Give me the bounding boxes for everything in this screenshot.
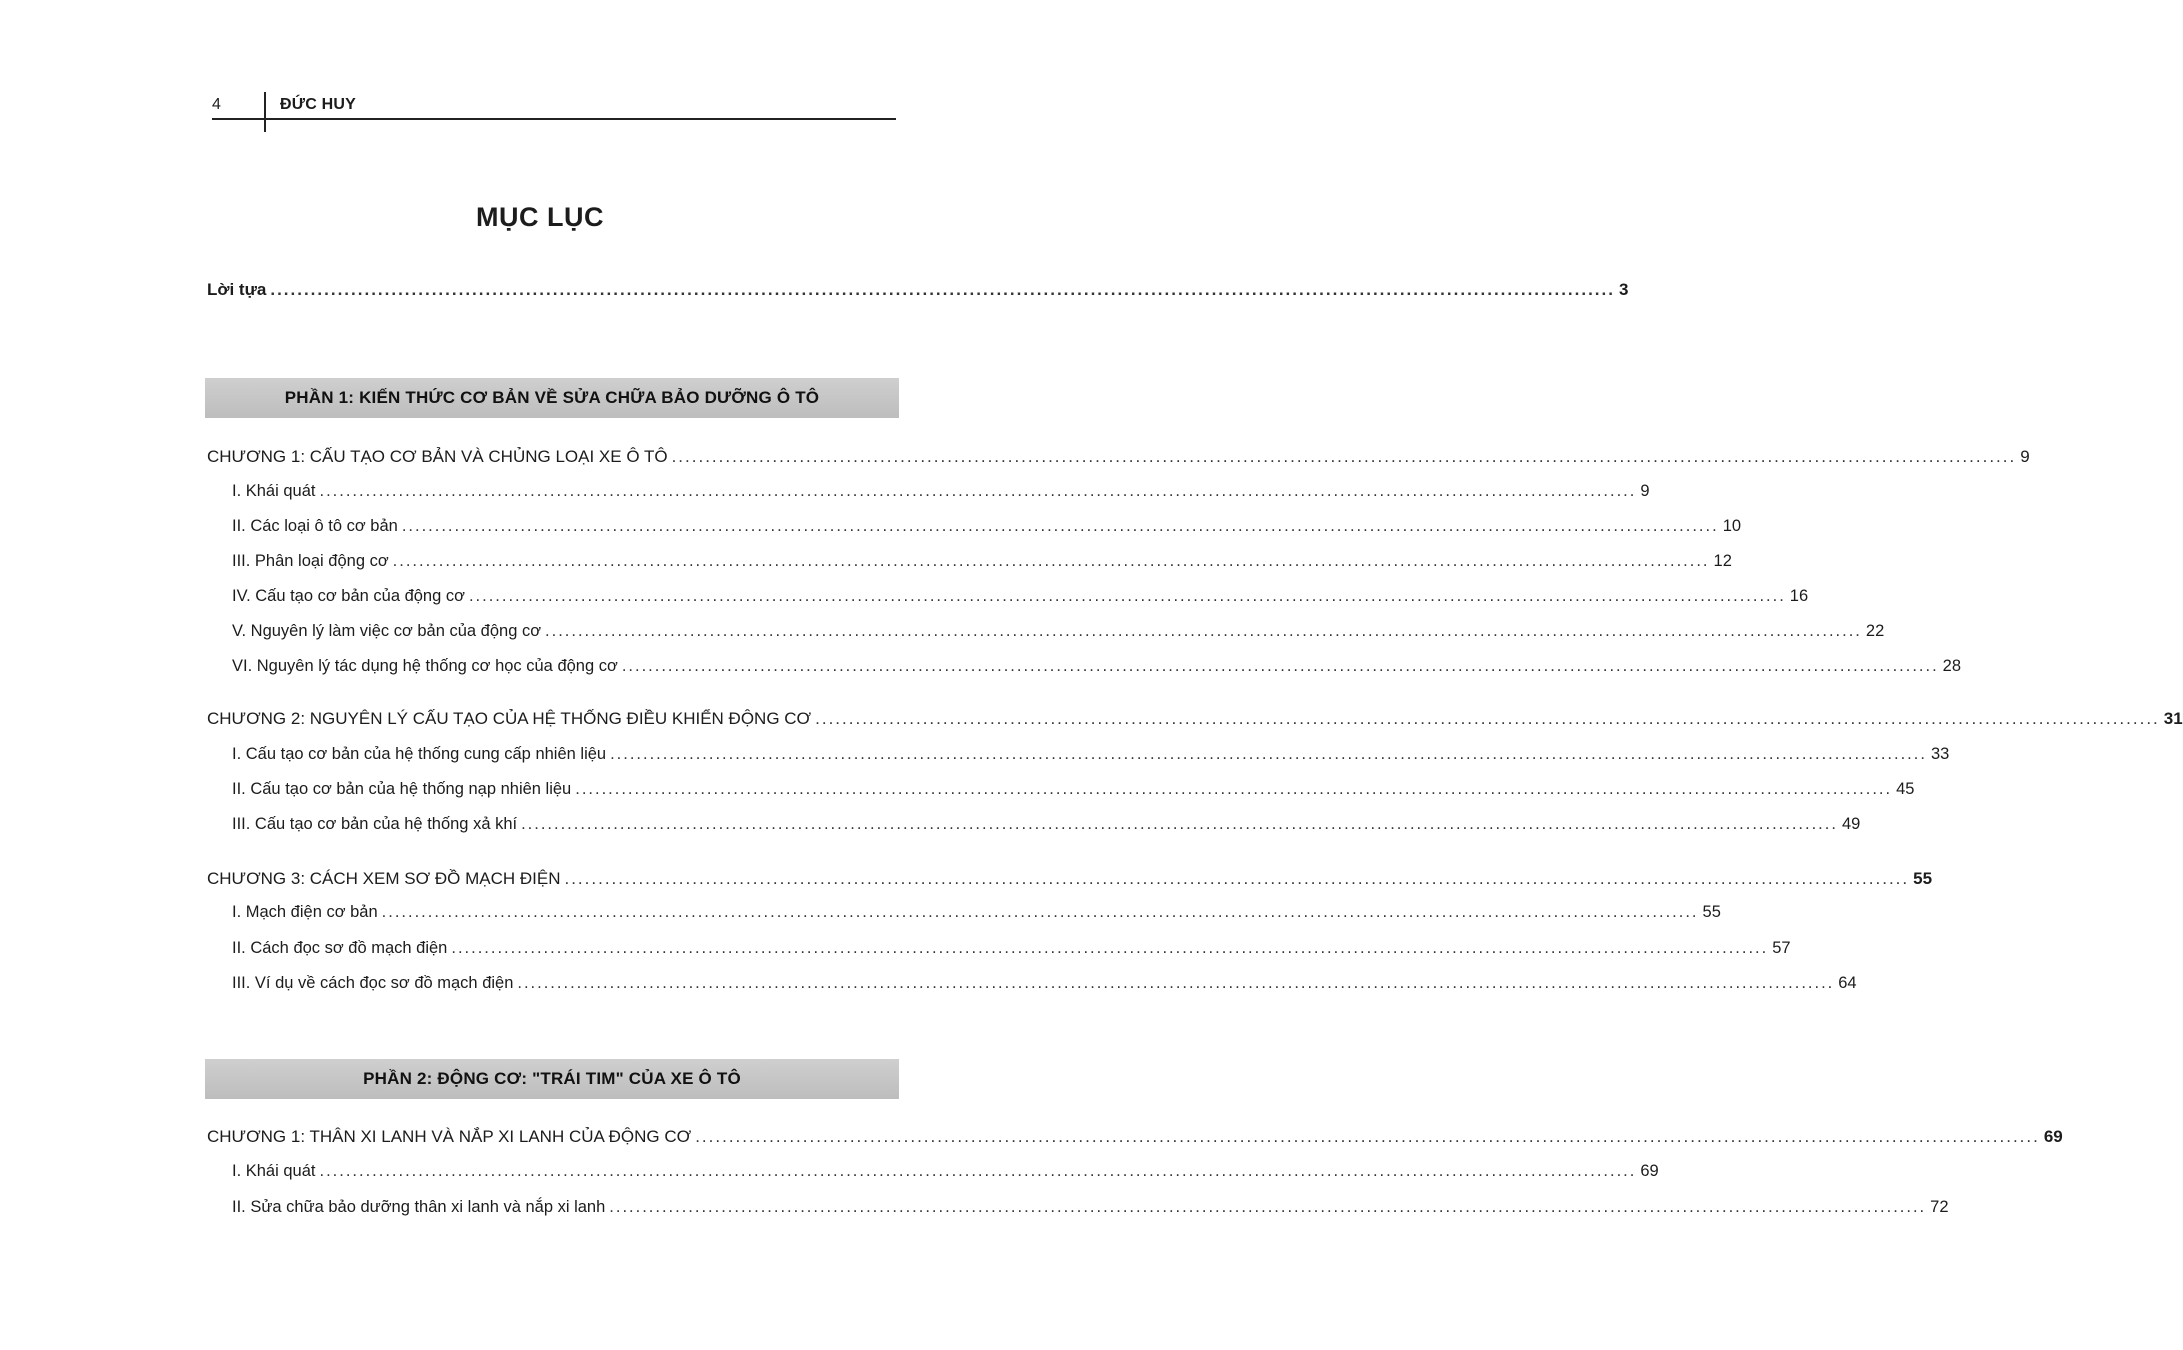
dot-leader: ........................................................................................................................................................................................................ xyxy=(319,1162,1637,1180)
dot-leader: ........................................................................................................................................................................................................ xyxy=(468,587,1786,605)
part-banner-label: PHẦN 2: ĐỘNG CƠ: "TRÁI TIM" CỦA XE Ô TÔ xyxy=(363,1069,741,1088)
toc-entry-chapter[interactable] xyxy=(207,447,2030,473)
toc-page: 28 xyxy=(1942,657,1962,675)
toc-entry-section[interactable] xyxy=(232,974,1857,1000)
toc-page: 31 xyxy=(2163,709,2183,728)
toc-entry-section[interactable] xyxy=(232,745,1950,771)
toc-entry-section[interactable] xyxy=(232,622,1885,648)
dot-leader: ........................................................................................................................................................................................................ xyxy=(671,447,2017,466)
toc-label: III. Phân loại động cơ xyxy=(232,552,389,570)
toc-entry-section[interactable] xyxy=(232,939,1791,965)
dot-leader: ........................................................................................................................................................................................................ xyxy=(545,622,1862,640)
dot-leader: ........................................................................................................................................................................................................ xyxy=(517,974,1835,992)
toc-label: I. Mạch điện cơ bản xyxy=(232,903,378,921)
page-title: MỤC LỤC xyxy=(476,202,604,232)
toc-page: 9 xyxy=(1640,482,1650,500)
toc-label: Lời tựa xyxy=(207,280,267,299)
dot-leader: ........................................................................................................................................................................................................ xyxy=(401,517,1719,535)
toc-page: 9 xyxy=(2020,447,2030,466)
toc-page: 69 xyxy=(1640,1162,1659,1180)
dot-leader: ........................................................................................................................................................................................................ xyxy=(564,869,1910,888)
header-rule xyxy=(212,118,896,120)
toc-entry-section[interactable] xyxy=(232,1198,1949,1224)
toc-page: 3 xyxy=(1618,280,1629,299)
toc-label: I. Khái quát xyxy=(232,1162,316,1180)
toc-page: 57 xyxy=(1772,939,1791,957)
toc-page: 10 xyxy=(1722,517,1742,535)
toc-entry-section[interactable] xyxy=(232,657,1962,683)
header-divider xyxy=(264,92,266,132)
dot-leader: ........................................................................................................................................................................................................ xyxy=(270,280,1615,299)
dot-leader: ........................................................................................................................................................................................................ xyxy=(621,657,1939,675)
toc-entry-section[interactable] xyxy=(232,815,1861,841)
dot-leader: ........................................................................................................................................................................................................ xyxy=(815,709,2160,728)
author-name: ĐỨC HUY xyxy=(280,96,357,113)
toc-entry-section[interactable] xyxy=(232,482,1650,508)
toc-entry-section[interactable] xyxy=(232,552,1732,578)
toc-page: 55 xyxy=(1702,903,1721,921)
toc-page: 33 xyxy=(1930,745,1950,763)
toc-entry-section[interactable] xyxy=(232,517,1742,543)
dot-leader: ........................................................................................................................................................................................................ xyxy=(695,1127,2040,1146)
dot-leader: ........................................................................................................................................................................................................ xyxy=(381,903,1699,921)
toc-label: V. Nguyên lý làm việc cơ bản của động cơ xyxy=(232,622,542,640)
dot-leader: ........................................................................................................................................................................................................ xyxy=(451,939,1769,957)
toc-label: IV. Cấu tạo cơ bản của động cơ xyxy=(232,587,465,605)
part-1-banner xyxy=(205,378,899,418)
toc-label: III. Ví dụ về cách đọc sơ đồ mạch điện xyxy=(232,974,514,992)
toc-entry-section[interactable] xyxy=(232,903,1721,929)
toc-label: I. Cấu tạo cơ bản của hệ thống cung cấp nhiên liệu xyxy=(232,745,607,763)
toc-label: II. Cách đọc sơ đồ mạch điện xyxy=(232,939,448,957)
toc-page: 72 xyxy=(1930,1198,1949,1216)
toc-label: VI. Nguyên lý tác dụng hệ thống cơ học của động cơ xyxy=(232,657,618,675)
toc-entry-chapter[interactable] xyxy=(207,869,1933,895)
dot-leader: ........................................................................................................................................................................................................ xyxy=(610,745,1927,763)
toc-label: II. Sửa chữa bảo dưỡng thân xi lanh và nắp xi lanh xyxy=(232,1198,606,1216)
toc-label: II. Cấu tạo cơ bản của hệ thống nạp nhiên liệu xyxy=(232,780,572,798)
toc-label: CHƯƠNG 2: NGUYÊN LÝ CẤU TẠO CỦA HỆ THỐNG ĐIỀU KHIỂN ĐỘNG CƠ xyxy=(207,709,812,728)
dot-leader: ........................................................................................................................................................................................................ xyxy=(392,552,1710,570)
toc-label: I. Khái quát xyxy=(232,482,316,500)
toc-page: 22 xyxy=(1865,622,1885,640)
toc-label: II. Các loại ô tô cơ bản xyxy=(232,517,398,535)
toc-label: III. Cấu tạo cơ bản của hệ thống xả khí xyxy=(232,815,518,833)
toc-label: CHƯƠNG 3: CÁCH XEM SƠ ĐỒ MẠCH ĐIỆN xyxy=(207,869,561,888)
toc-page: 64 xyxy=(1838,974,1857,992)
toc-entry-chapter[interactable] xyxy=(207,709,2183,735)
running-header xyxy=(212,92,896,132)
toc-entry-section[interactable] xyxy=(232,1162,1659,1188)
toc-page: 12 xyxy=(1713,552,1732,570)
page-number: 4 xyxy=(212,96,221,113)
toc-entry-section[interactable] xyxy=(232,780,1915,806)
toc-label: CHƯƠNG 1: THÂN XI LANH VÀ NẮP XI LANH CỦA ĐỘNG CƠ xyxy=(207,1127,692,1146)
part-banner-label: PHẦN 1: KIẾN THỨC CƠ BẢN VỀ SỬA CHỮA BẢO DƯỠNG Ô TÔ xyxy=(284,388,820,407)
toc-entry-section[interactable] xyxy=(232,587,1809,613)
toc-entry-preface[interactable] xyxy=(207,280,1629,306)
dot-leader: ........................................................................................................................................................................................................ xyxy=(609,1198,1927,1216)
dot-leader: ........................................................................................................................................................................................................ xyxy=(319,482,1637,500)
dot-leader: ........................................................................................................................................................................................................ xyxy=(521,815,1838,833)
toc-label: CHƯƠNG 1: CẤU TẠO CƠ BẢN VÀ CHỦNG LOẠI XE Ô TÔ xyxy=(207,447,668,466)
toc-page: 69 xyxy=(2043,1127,2063,1146)
toc-page: 49 xyxy=(1841,815,1861,833)
dot-leader: ........................................................................................................................................................................................................ xyxy=(575,780,1893,798)
part-2-banner xyxy=(205,1059,899,1099)
toc-page: 55 xyxy=(1913,869,1933,888)
toc-page: 45 xyxy=(1896,780,1915,798)
toc-entry-chapter[interactable] xyxy=(207,1127,2063,1153)
toc-page: 16 xyxy=(1789,587,1809,605)
